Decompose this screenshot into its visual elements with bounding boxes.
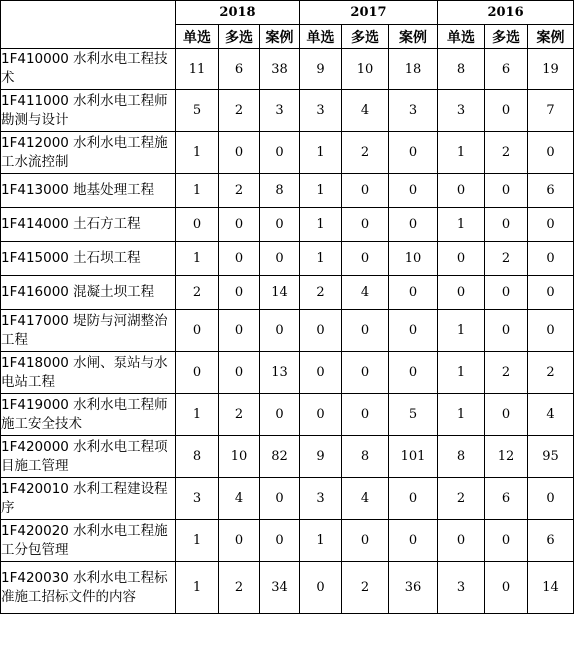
value-cell: 3	[438, 90, 485, 132]
value-cell: 0	[485, 394, 528, 436]
value-cell: 10	[342, 49, 389, 90]
value-cell: 10	[219, 436, 260, 478]
value-cell: 1	[300, 242, 342, 276]
value-cell: 1	[438, 132, 485, 174]
value-cell: 0	[438, 174, 485, 208]
value-cell: 0	[219, 242, 260, 276]
table-row	[1, 208, 574, 242]
value-cell: 2	[528, 352, 574, 394]
value-cell: 0	[528, 132, 574, 174]
row-name-cell: 1F420030 水利水电工程标准施工招标文件的内容	[1, 562, 176, 614]
value-cell: 1	[300, 208, 342, 242]
value-cell: 0	[219, 352, 260, 394]
table-row	[1, 520, 574, 562]
value-cell: 3	[300, 90, 342, 132]
value-cell: 0	[528, 242, 574, 276]
value-cell: 0	[260, 394, 300, 436]
table-row	[1, 310, 574, 352]
year-header-row	[1, 1, 574, 25]
value-cell: 9	[300, 436, 342, 478]
value-cell: 2	[219, 90, 260, 132]
value-cell: 0	[260, 208, 300, 242]
subheader-multiple-choice: 多选	[342, 25, 389, 49]
value-cell: 8	[438, 436, 485, 478]
value-cell: 0	[389, 174, 438, 208]
value-cell: 4	[342, 276, 389, 310]
value-cell: 82	[260, 436, 300, 478]
value-cell: 2	[342, 562, 389, 614]
table-row	[1, 276, 574, 310]
value-cell: 0	[389, 352, 438, 394]
value-cell: 0	[389, 310, 438, 352]
year-header: 2018	[176, 1, 300, 25]
value-cell: 6	[485, 478, 528, 520]
value-cell: 0	[342, 352, 389, 394]
value-cell: 14	[260, 276, 300, 310]
value-cell: 0	[300, 394, 342, 436]
value-cell: 0	[219, 132, 260, 174]
value-cell: 0	[438, 242, 485, 276]
value-cell: 95	[528, 436, 574, 478]
row-name-cell: 1F420020 水利水电工程施工分包管理	[1, 520, 176, 562]
value-cell: 2	[176, 276, 219, 310]
value-cell: 11	[176, 49, 219, 90]
value-cell: 2	[219, 174, 260, 208]
value-cell: 0	[260, 310, 300, 352]
value-cell: 0	[219, 520, 260, 562]
value-cell: 1	[176, 394, 219, 436]
value-cell: 2	[485, 132, 528, 174]
value-cell: 4	[528, 394, 574, 436]
value-cell: 1	[438, 310, 485, 352]
value-cell: 0	[389, 132, 438, 174]
value-cell: 3	[438, 562, 485, 614]
row-name-cell: 1F417000 堤防与河湖整治工程	[1, 310, 176, 352]
value-cell: 5	[389, 394, 438, 436]
row-name-cell: 1F418000 水闸、泵站与水电站工程	[1, 352, 176, 394]
row-name-cell: 1F419000 水利水电工程师施工安全技术	[1, 394, 176, 436]
value-cell: 0	[485, 520, 528, 562]
value-cell: 14	[528, 562, 574, 614]
row-name-cell: 1F412000 水利水电工程施工水流控制	[1, 132, 176, 174]
subheader-case: 案例	[528, 25, 574, 49]
subheader-case: 案例	[260, 25, 300, 49]
value-cell: 8	[438, 49, 485, 90]
value-cell: 38	[260, 49, 300, 90]
value-cell: 2	[219, 394, 260, 436]
row-name-cell: 1F411000 水利水电工程师勘测与设计	[1, 90, 176, 132]
value-cell: 0	[438, 276, 485, 310]
value-cell: 1	[176, 242, 219, 276]
year-header: 2017	[300, 1, 438, 25]
value-cell: 2	[485, 352, 528, 394]
row-name-cell: 1F416000 混凝土坝工程	[1, 276, 176, 310]
row-name-cell: 1F420000 水利水电工程项目施工管理	[1, 436, 176, 478]
value-cell: 0	[528, 208, 574, 242]
value-cell: 1	[300, 132, 342, 174]
year-header: 2016	[438, 1, 574, 25]
value-cell: 1	[176, 174, 219, 208]
value-cell: 2	[300, 276, 342, 310]
subheader-single-choice: 单选	[176, 25, 219, 49]
value-cell: 0	[485, 90, 528, 132]
value-cell: 0	[219, 208, 260, 242]
value-cell: 1	[300, 174, 342, 208]
value-cell: 1	[176, 562, 219, 614]
table-row	[1, 394, 574, 436]
corner-header-cell	[1, 1, 176, 49]
value-cell: 0	[485, 562, 528, 614]
value-cell: 0	[389, 208, 438, 242]
subheader-multiple-choice: 多选	[219, 25, 260, 49]
table-row	[1, 478, 574, 520]
value-cell: 4	[219, 478, 260, 520]
value-cell: 8	[176, 436, 219, 478]
value-cell: 0	[342, 394, 389, 436]
value-cell: 0	[528, 276, 574, 310]
value-cell: 0	[260, 132, 300, 174]
subheader-single-choice: 单选	[438, 25, 485, 49]
value-cell: 0	[176, 352, 219, 394]
value-cell: 6	[219, 49, 260, 90]
value-cell: 8	[342, 436, 389, 478]
value-cell: 10	[389, 242, 438, 276]
value-cell: 6	[528, 520, 574, 562]
value-cell: 6	[485, 49, 528, 90]
value-cell: 1	[438, 394, 485, 436]
value-cell: 1	[438, 352, 485, 394]
value-cell: 0	[219, 310, 260, 352]
row-name-cell: 1F420010 水利工程建设程序	[1, 478, 176, 520]
table-body	[1, 49, 574, 614]
value-cell: 7	[528, 90, 574, 132]
value-cell: 0	[438, 520, 485, 562]
value-cell: 0	[485, 310, 528, 352]
value-cell: 0	[342, 242, 389, 276]
table-row	[1, 90, 574, 132]
value-cell: 0	[219, 276, 260, 310]
table-row	[1, 49, 574, 90]
value-cell: 3	[260, 90, 300, 132]
table-row	[1, 174, 574, 208]
value-cell: 0	[176, 310, 219, 352]
value-cell: 0	[342, 208, 389, 242]
value-cell: 4	[342, 90, 389, 132]
value-cell: 0	[389, 478, 438, 520]
value-cell: 0	[342, 310, 389, 352]
value-cell: 0	[528, 310, 574, 352]
value-cell: 0	[260, 520, 300, 562]
value-cell: 2	[438, 478, 485, 520]
value-cell: 9	[300, 49, 342, 90]
value-cell: 1	[176, 132, 219, 174]
value-cell: 0	[260, 242, 300, 276]
value-cell: 0	[528, 478, 574, 520]
table-row	[1, 352, 574, 394]
value-cell: 12	[485, 436, 528, 478]
row-name-cell: 1F414000 土石方工程	[1, 208, 176, 242]
value-cell: 34	[260, 562, 300, 614]
value-cell: 0	[342, 174, 389, 208]
value-cell: 0	[389, 276, 438, 310]
table-row	[1, 562, 574, 614]
row-name-cell: 1F410000 水利水电工程技术	[1, 49, 176, 90]
value-cell: 3	[300, 478, 342, 520]
table-row	[1, 436, 574, 478]
value-cell: 0	[300, 562, 342, 614]
value-cell: 0	[485, 174, 528, 208]
value-cell: 0	[300, 352, 342, 394]
value-cell: 6	[528, 174, 574, 208]
value-cell: 1	[438, 208, 485, 242]
value-cell: 2	[219, 562, 260, 614]
value-cell: 101	[389, 436, 438, 478]
value-cell: 0	[485, 276, 528, 310]
value-cell: 13	[260, 352, 300, 394]
table-row	[1, 132, 574, 174]
value-cell: 0	[176, 208, 219, 242]
row-name-cell: 1F415000 土石坝工程	[1, 242, 176, 276]
value-cell: 3	[176, 478, 219, 520]
value-cell: 0	[342, 520, 389, 562]
value-cell: 8	[260, 174, 300, 208]
row-name-cell: 1F413000 地基处理工程	[1, 174, 176, 208]
value-cell: 0	[260, 478, 300, 520]
value-cell: 1	[300, 520, 342, 562]
value-cell: 0	[300, 310, 342, 352]
value-cell: 0	[485, 208, 528, 242]
value-cell: 2	[485, 242, 528, 276]
value-cell: 18	[389, 49, 438, 90]
value-cell: 4	[342, 478, 389, 520]
subheader-case: 案例	[389, 25, 438, 49]
subheader-multiple-choice: 多选	[485, 25, 528, 49]
value-cell: 36	[389, 562, 438, 614]
subheader-single-choice: 单选	[300, 25, 342, 49]
table-row	[1, 242, 574, 276]
value-cell: 2	[342, 132, 389, 174]
value-cell: 19	[528, 49, 574, 90]
value-cell: 0	[389, 520, 438, 562]
value-cell: 5	[176, 90, 219, 132]
value-cell: 1	[176, 520, 219, 562]
value-cell: 3	[389, 90, 438, 132]
